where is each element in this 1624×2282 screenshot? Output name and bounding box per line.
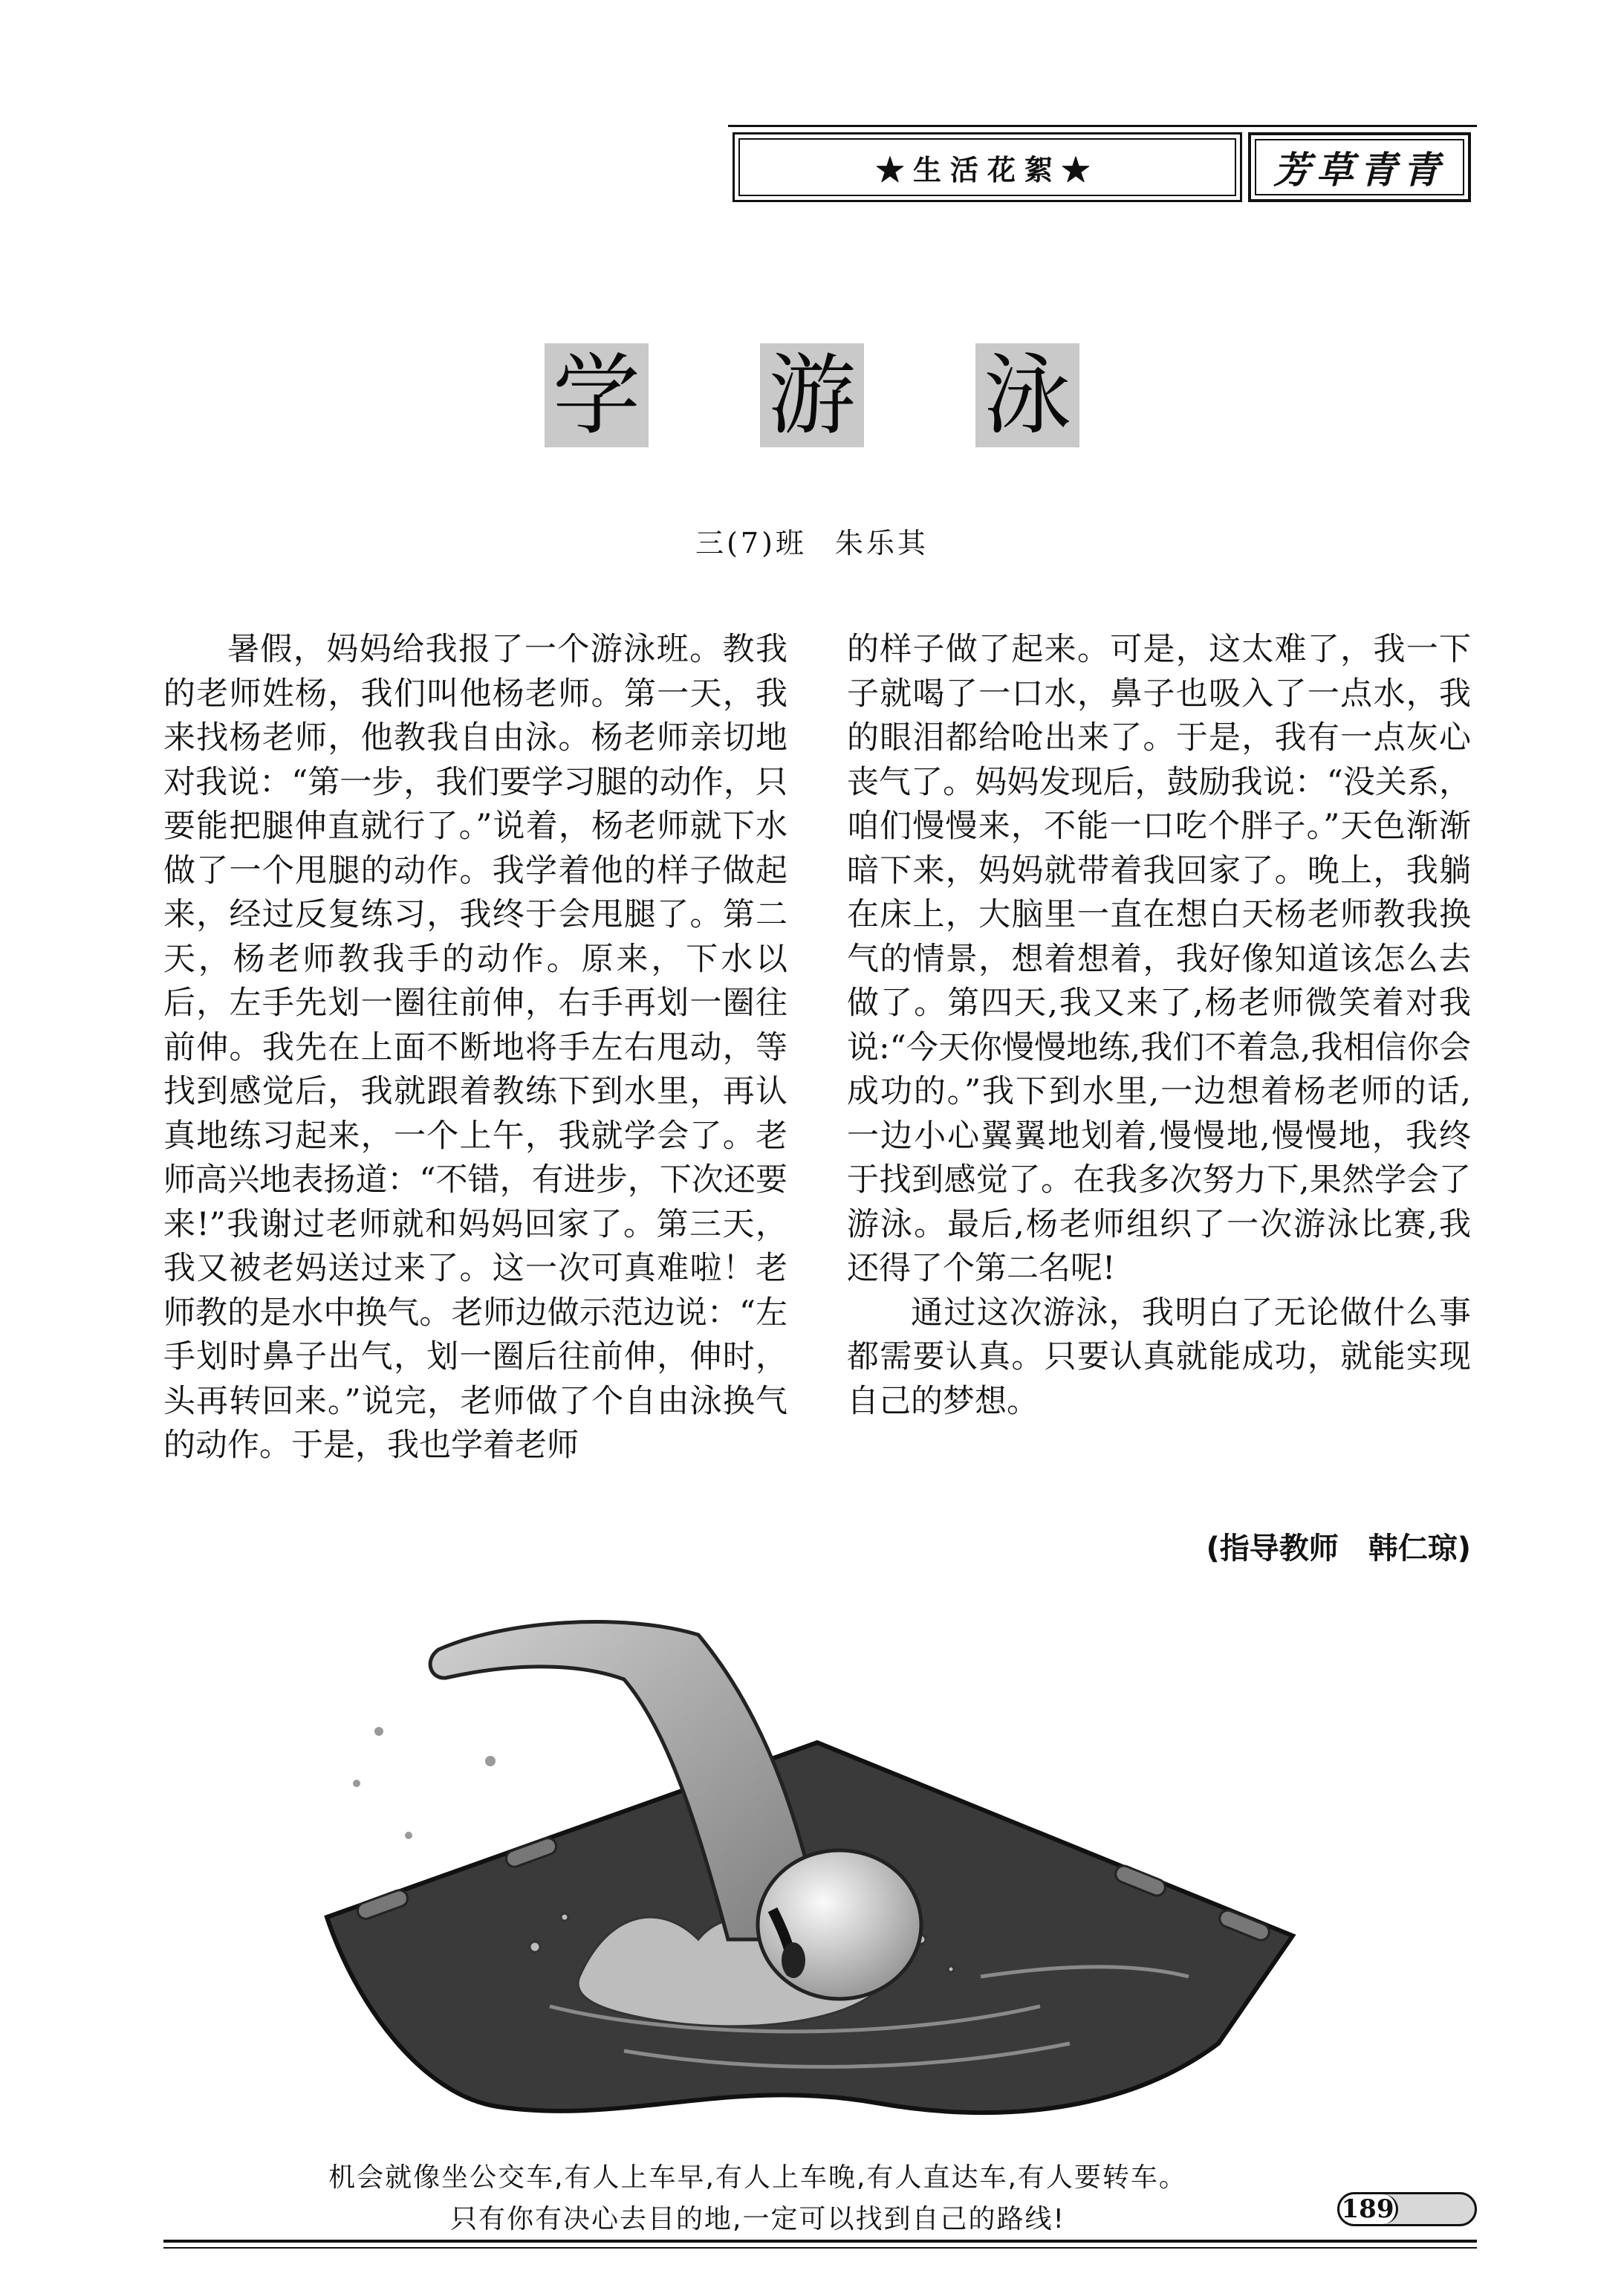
byline xyxy=(0,520,1624,561)
swimmer-illustration xyxy=(312,1590,1308,2125)
paragraph-1-part-2: 的样子做了起来。可是，这太难了，我一下子就喝了一口水，鼻子也吸入了一点水，我的眼泪都给呛出来了。于是，我有一点灰心丧气了。妈妈发现后，鼓励我说：“没关系，咱们慢慢来，不能一口吃个胖子。”天色渐渐暗下来，妈妈就带着我回家了。晚上，我躺在床上，大脑里一直在想白天杨老师教我换气的情景，想着想着，我好像知道该怎么去做了。第四天,我又来了,杨老师微笑着对我说:“今天你慢慢地练,我们不着急,我相信你会成功的。”我下到水里,一边想着杨老师的话,一边小心翼翼地划着,慢慢地,慢慢地，我终于找到感觉了。在我多次努力下,果然学会了游泳。最后,杨老师组织了一次游泳比赛,我还得了个第二名呢! xyxy=(847,631,1471,1287)
column-label: ★生活花絮★ xyxy=(738,138,1236,196)
teacher-note: (指导教师 韩仁琼) xyxy=(1206,1531,1471,1566)
paragraph-1-part-1: 暑假，妈妈给我报了一个游泳班。教我的老师姓杨，我们叫他杨老师。第一天，我来找杨老师，他教我自由泳。杨老师亲切地对我说：“第一步，我们要学习腿的动作，只要能把腿伸直就行了。”说着，杨老师就下水做了一个甩腿的动作。我学着他的样子做起来，经过反复练习，我终于会甩腿了。第二天，杨老师教我手的动作。原来，下水以后，左手先划一圈往前伸，右手再划一圈往前伸。我先在上面不断地将手左右甩动，等找到感觉后，我就跟着教练下到水里，再认真地练习起来，一个上午，我就学会了。老师高兴地表扬道：“不错，有进步，下次还要来!”我谢过老师就和妈妈回家了。第三天，我又被老妈送过来了。这一次可真难啦！老师教的是水中换气。老师边做示范边说：“左手划时鼻子出气，划一圈后往前伸，伸时，头再转回来。”说完，老师做了个自由泳换气的动作。于是，我也学着老师 xyxy=(163,631,787,1464)
brand-label: 芳草青青 xyxy=(1255,139,1464,195)
title-char: 游 xyxy=(760,343,864,447)
header-rule xyxy=(728,125,1477,127)
footer-rule xyxy=(163,2240,1477,2243)
article-title xyxy=(0,343,1624,455)
page-number: 189 xyxy=(1339,2194,1398,2224)
title-char: 学 xyxy=(545,343,649,447)
column-label-box xyxy=(733,132,1242,202)
byline-class: 三(7)班 xyxy=(695,527,807,560)
footer-rule-thin xyxy=(163,2247,1477,2249)
body-column-right xyxy=(847,628,1471,1424)
body-column-left xyxy=(163,628,787,1512)
title-char: 泳 xyxy=(975,343,1079,447)
footer-quote-line-1: 机会就像坐公交车,有人上车早,有人上车晚,有人直达车,有人要转车。 xyxy=(328,2162,1187,2193)
droplets xyxy=(353,1727,496,1839)
paragraph-2: 通过这次游泳，我明白了无论做什么事都需要认真。只要认真就能成功，就能实现自己的梦想。 xyxy=(847,1294,1471,1420)
page-number-badge xyxy=(1337,2192,1477,2226)
footer-quote-line-2: 只有你有决心去目的地,一定可以找到自己的路线! xyxy=(450,2204,1065,2234)
brand-box xyxy=(1248,132,1471,202)
byline-author: 朱乐其 xyxy=(834,527,929,560)
